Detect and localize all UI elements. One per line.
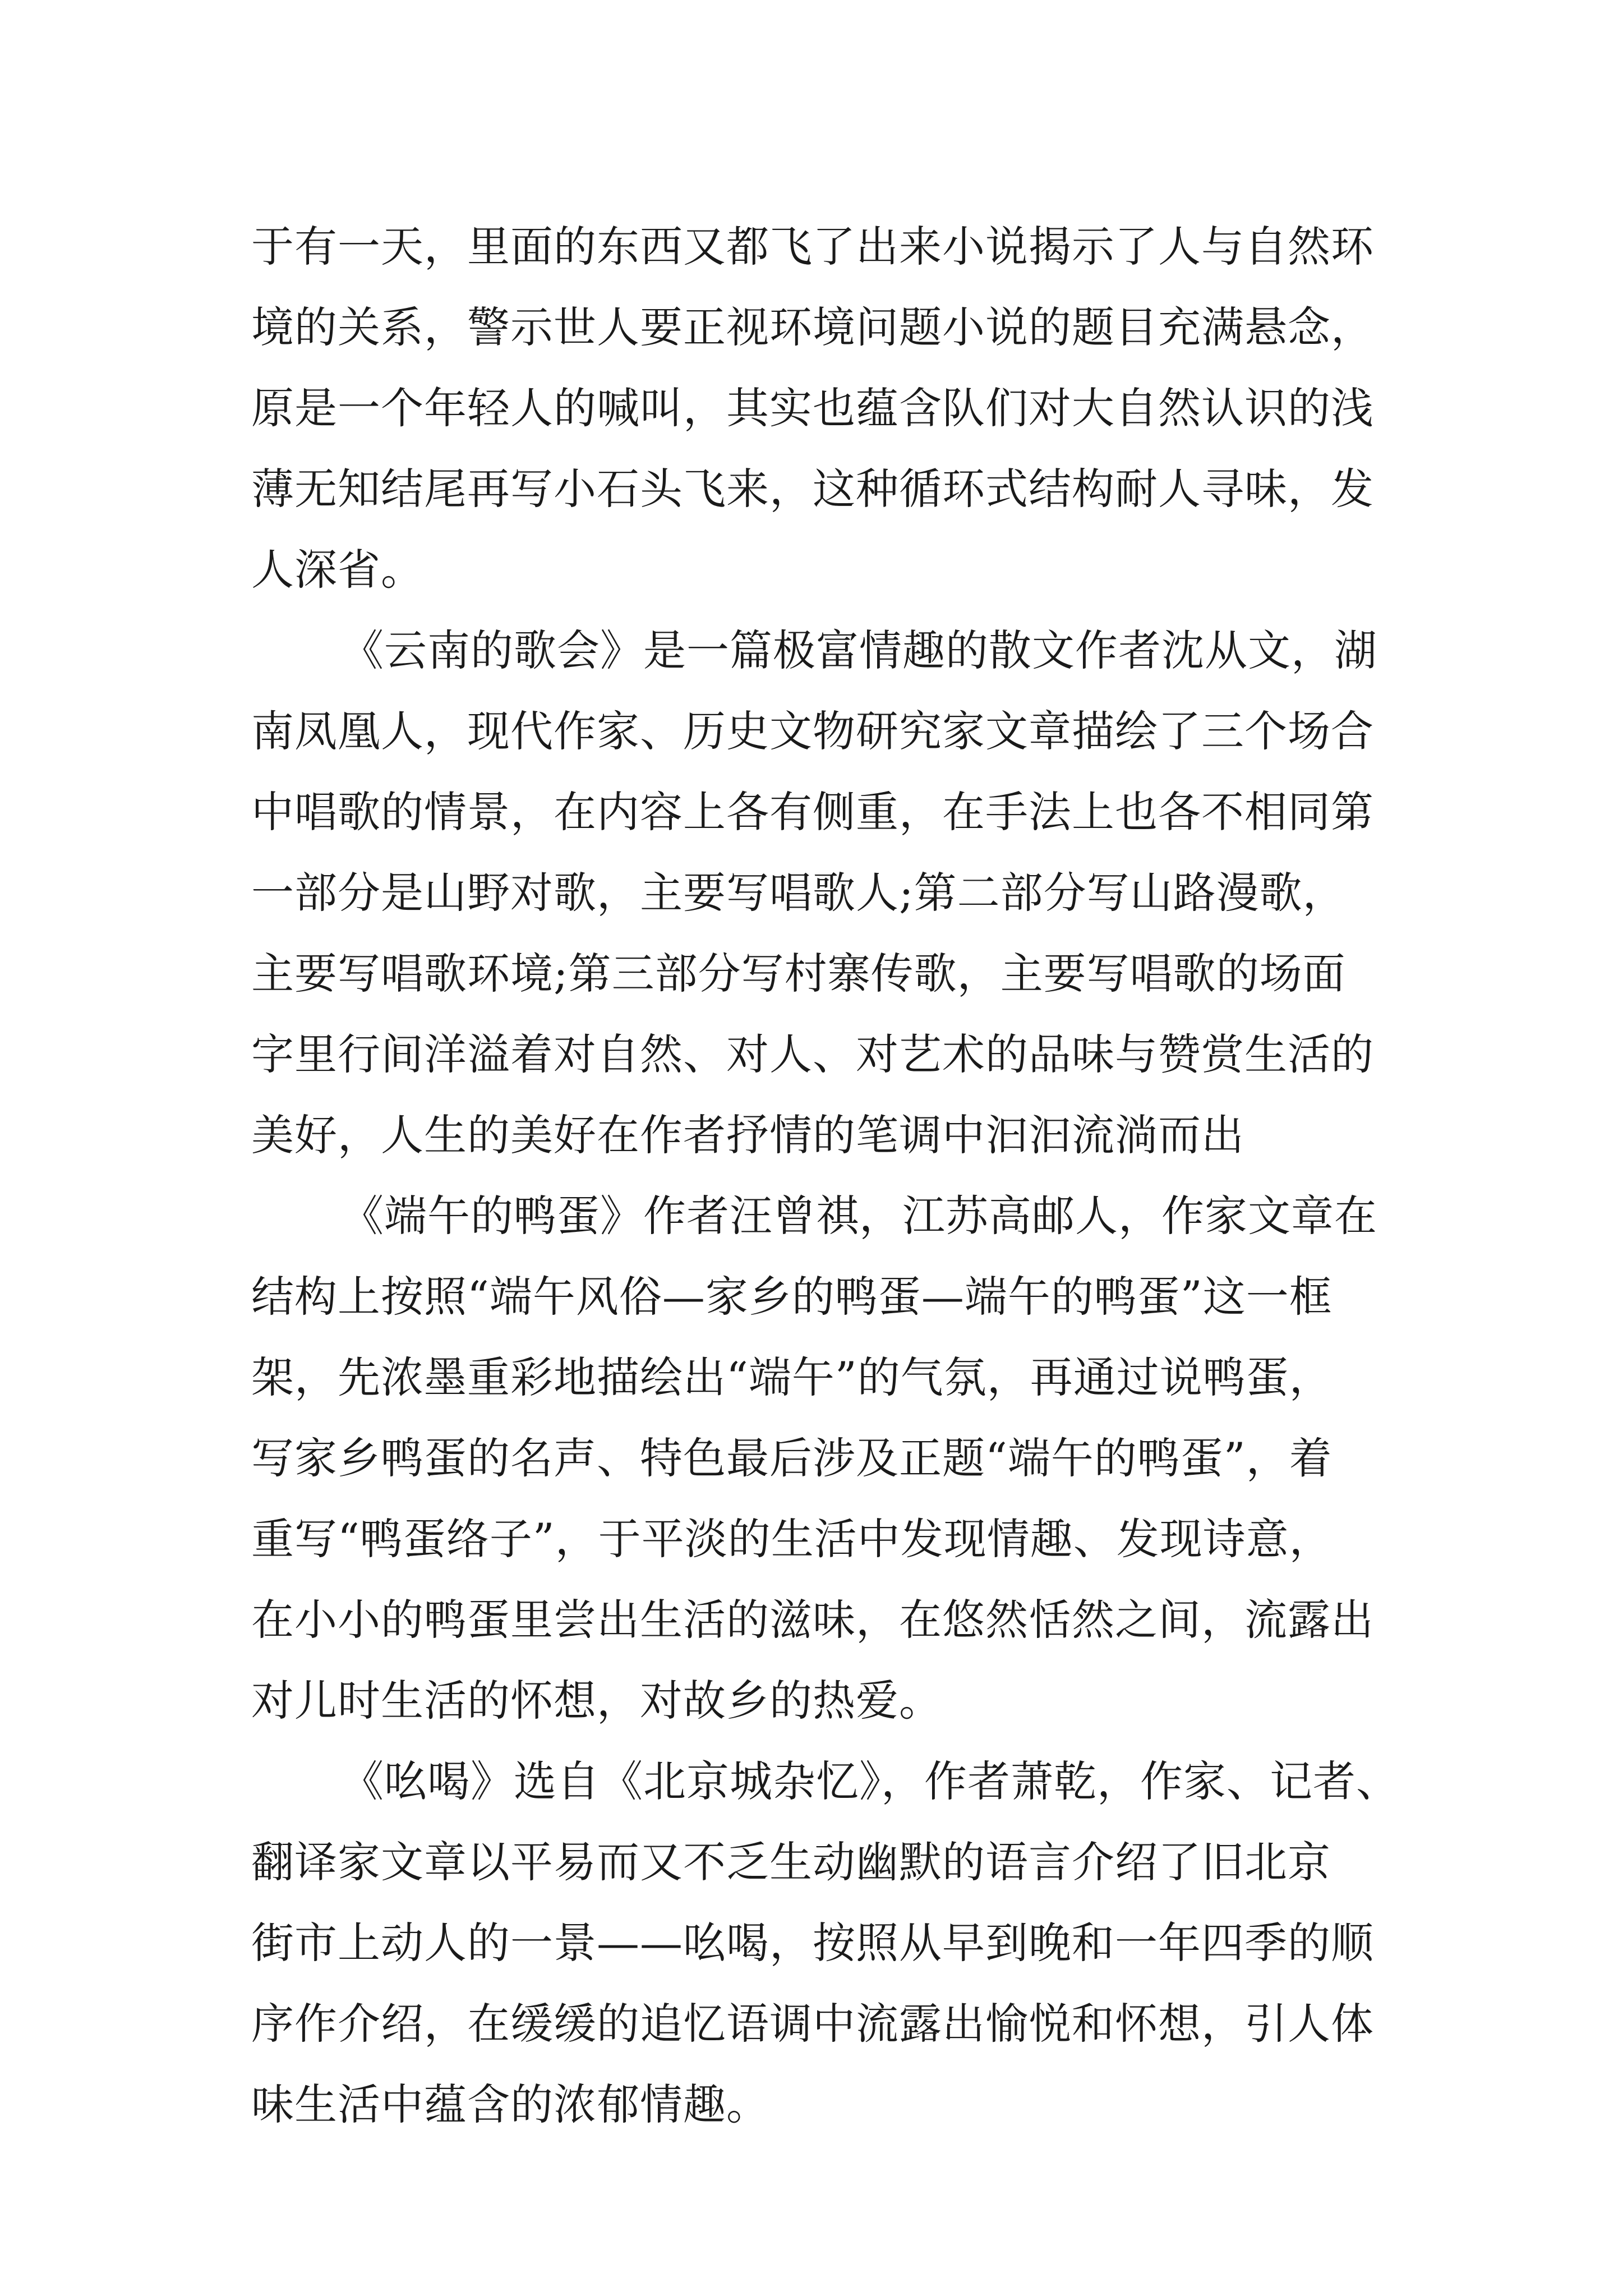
- text-line: 境的关系，警示世人要正视环境问题小说的题目充满悬念，: [251, 302, 1374, 352]
- text-line: 一部分是山野对歌，主要写唱歌人;第二部分写山路漫歌，: [251, 868, 1346, 918]
- text-line: 薄无知结尾再写小石头飞来，这种循环式结构耐人寻味，发: [251, 464, 1374, 514]
- text-line: 架，先浓墨重彩地描绘出“端午”的气氛，再通过说鸭蛋，: [251, 1352, 1332, 1402]
- text-line: 对儿时生活的怀想，对故乡的热爱。: [251, 1676, 942, 1726]
- text-line: 字里行间洋溢着对自然、对人、对艺术的品味与赞赏生活的: [251, 1029, 1374, 1079]
- text-line: 在小小的鸭蛋里尝出生活的滋味，在悠然恬然之间，流露出: [251, 1595, 1374, 1645]
- text-line: 《端午的鸭蛋》作者汪曾祺，江苏高邮人，作家文章在: [341, 1191, 1377, 1241]
- document-body: [251, 206, 1399, 2145]
- text-line: 于有一天，里面的东西又都飞了出来小说揭示了人与自然环: [251, 222, 1374, 272]
- text-line: 味生活中蕴含的浓郁情趣。: [251, 2079, 769, 2129]
- text-line: 中唱歌的情景，在内容上各有侧重，在手法上也各不相同第: [251, 787, 1374, 837]
- text-line: 重写“鸭蛋络子”，于平淡的生活中发现情趣、发现诗意，: [251, 1514, 1332, 1564]
- text-line: 翻译家文章以平易而又不乏生动幽默的语言介绍了旧北京: [251, 1837, 1331, 1887]
- paragraph-4: [251, 1741, 1399, 2145]
- paragraph-3: [251, 1176, 1384, 1741]
- text-line: 原是一个年轻人的喊叫，其实也蕴含队们对大自然认识的浅: [251, 383, 1374, 433]
- paragraph-2: [251, 610, 1384, 1176]
- paragraph-1: [251, 206, 1384, 610]
- text-line: 街市上动人的一景——吆喝，按照从早到晚和一年四季的顺: [251, 1918, 1374, 1968]
- text-line: 南凤凰人，现代作家、历史文物研究家文章描绘了三个场合: [251, 706, 1374, 756]
- text-line: 主要写唱歌环境;第三部分写村寨传歌，主要写唱歌的场面: [251, 949, 1346, 999]
- text-line: 序作介绍，在缓缓的追忆语调中流露出愉悦和怀想，引人体: [251, 1999, 1374, 2049]
- text-line: 《吆喝》选自《北京城杂忆》，作者萧乾，作家、记者、: [341, 1756, 1399, 1806]
- text-line: 美好，人生的美好在作者抒情的笔调中汩汩流淌而出: [251, 1110, 1244, 1160]
- text-line: 人深省。: [251, 545, 424, 595]
- text-line: 《云南的歌会》是一篇极富情趣的散文作者沈从文，湖: [341, 625, 1377, 675]
- text-line: 写家乡鸭蛋的名声、特色最后涉及正题“端午的鸭蛋”，着: [251, 1433, 1332, 1483]
- text-line: 结构上按照“端午风俗—家乡的鸭蛋—端午的鸭蛋”这一框: [251, 1272, 1332, 1322]
